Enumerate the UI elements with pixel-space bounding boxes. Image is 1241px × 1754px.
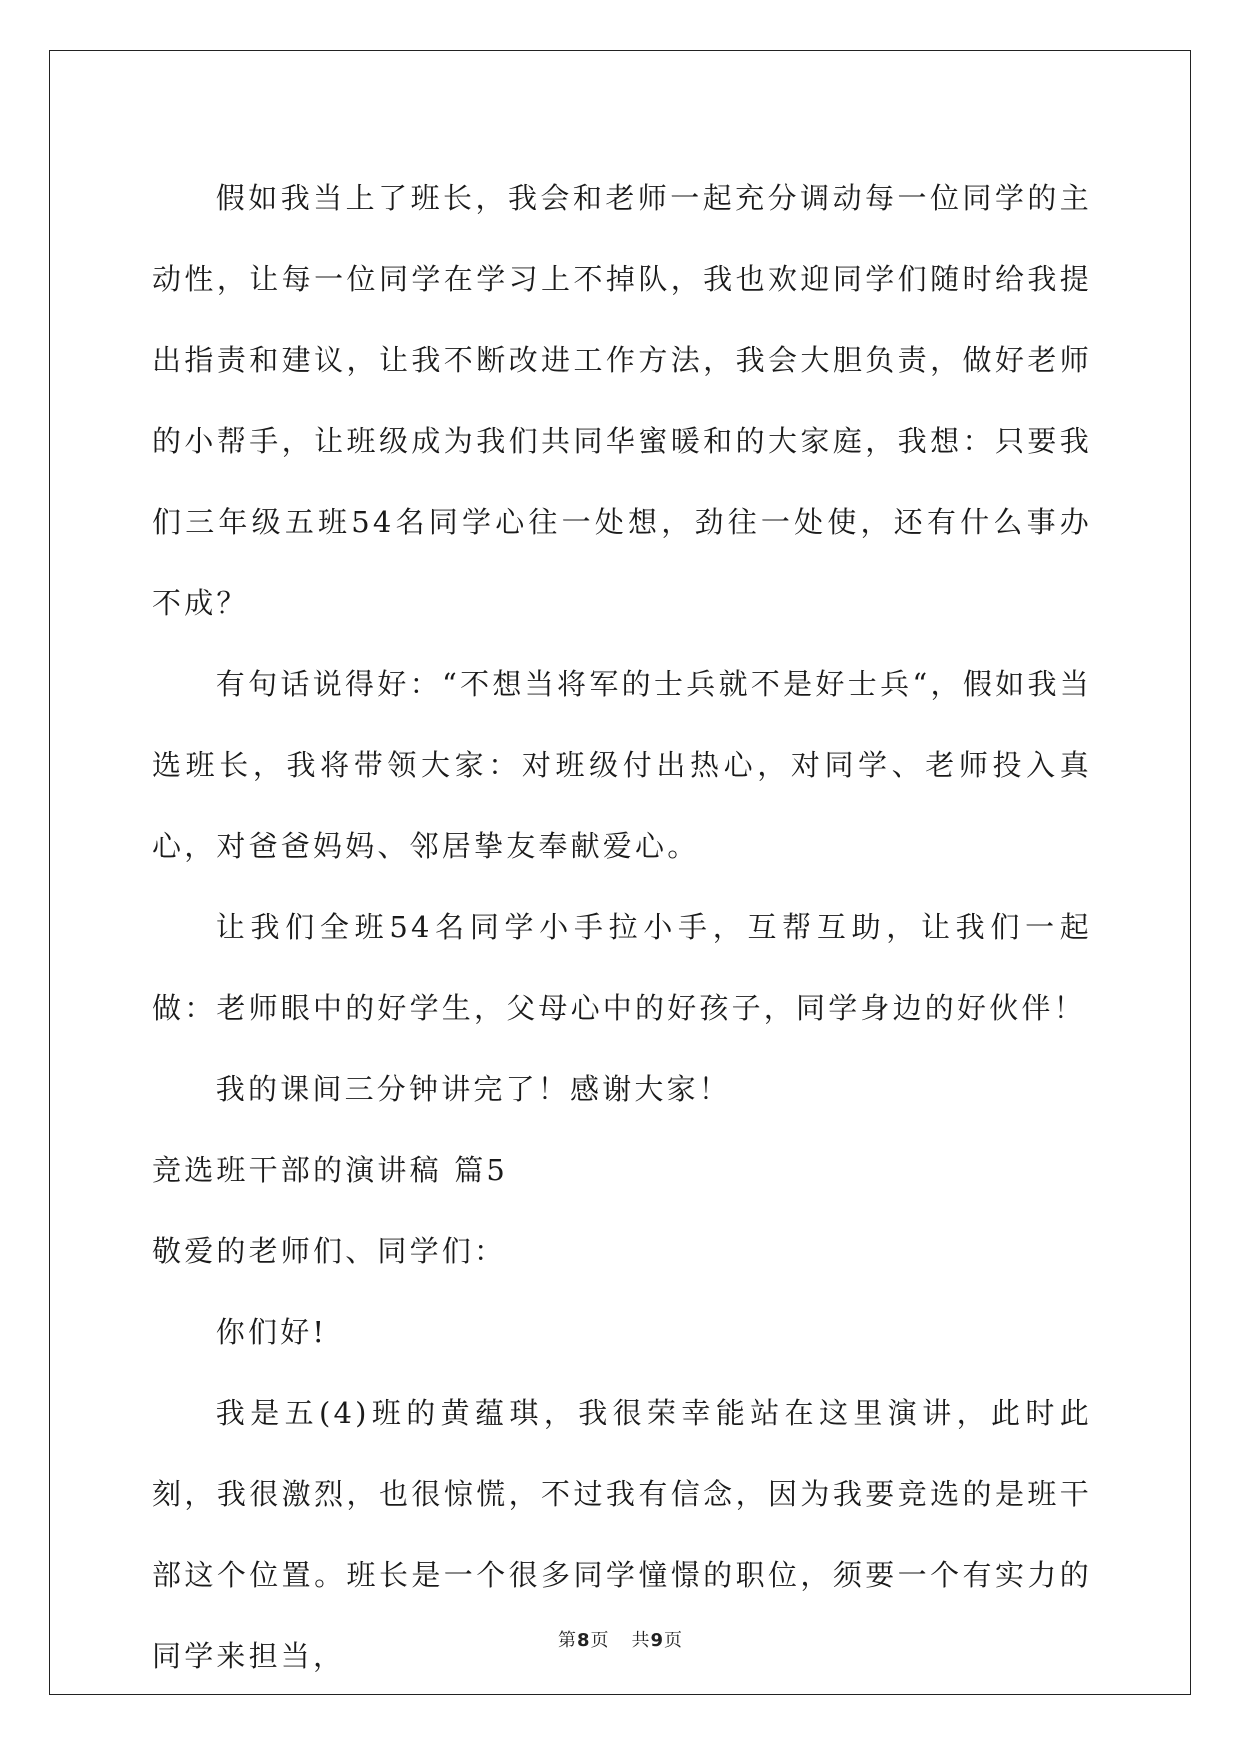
greeting: 你们好!: [215, 1315, 328, 1349]
paragraph-2: 有句话说得好：“不想当将军的士兵就不是好士兵“，假如我当选班长，我将带领大家：对班级付出热心，对同学、老师投入真心，对爸爸妈妈、邻居挚友奉献爱心。: [152, 667, 1092, 863]
paragraph-5: 我是五(4)班的黄蕴琪，我很荣幸能站在这里演讲，此时此刻，我很激烈，也很惊慌，不过我有信念，因为我要竞选的是班干部这个位置。班长是一个很多同学憧憬的职位，须要一个有实力的同学来担当，: [152, 1396, 1092, 1673]
total-prefix: 共: [631, 1630, 651, 1651]
total-suffix: 页: [664, 1630, 684, 1651]
section-heading: 竞选班干部的演讲稿 篇5: [152, 1153, 509, 1187]
total-pages-number: 9: [650, 1630, 665, 1651]
paragraph-1: 假如我当上了班长，我会和老师一起充分调动每一位同学的主动性，让每一位同学在学习上不掉队，我也欢迎同学们随时给我提出指责和建议，让我不断改进工作方法，我会大胆负责，做好老师的小帮手，让班级成为我们共同华蜜暖和的大家庭，我想：只要我们三年级五班54名同学心往一处想，劲往一处使，还有什么事办不成？: [152, 181, 1092, 620]
page-footer: [0, 1626, 1241, 1652]
page-suffix: 页: [590, 1630, 610, 1651]
paragraph-3: 让我们全班54名同学小手拉小手，互帮互助，让我们一起做：老师眼中的好学生，父母心中的好孩子，同学身边的好伙伴！: [152, 910, 1092, 1025]
document-body: [152, 158, 1092, 1697]
current-page-number: 8: [576, 1630, 591, 1651]
page-prefix: 第: [557, 1630, 577, 1651]
salutation: 敬爱的老师们、同学们：: [152, 1234, 507, 1268]
paragraph-4: 我的课间三分钟讲完了！感谢大家！: [215, 1072, 731, 1106]
